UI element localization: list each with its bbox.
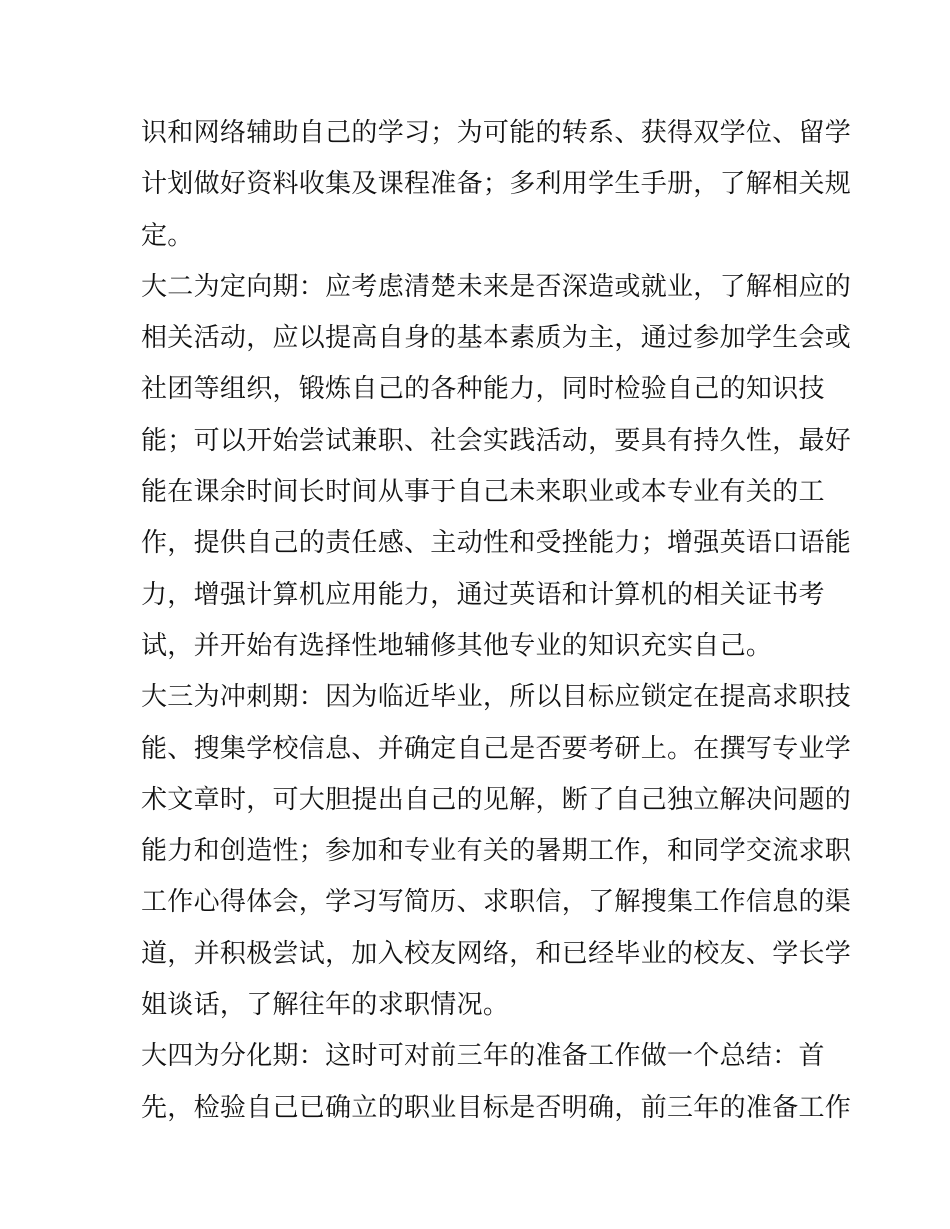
text-line: 工作心得体会，学习写简历、求职信，了解搜集工作信息的渠	[141, 887, 852, 918]
body-text	[141, 108, 852, 1134]
text-line: 作，提供自己的责任感、主动性和受挫能力；增强英语口语能	[141, 528, 852, 559]
text-line: 社团等组织，锻炼自己的各种能力，同时检验自己的知识技	[141, 374, 825, 405]
text-line: 能；可以开始尝试兼职、社会实践活动，要具有持久性，最好	[141, 425, 852, 456]
text-line: 能在课余时间长时间从事于自己未来职业或本专业有关的工	[141, 477, 825, 508]
text-line: 识和网络辅助自己的学习；为可能的转系、获得双学位、留学	[141, 118, 852, 148]
text-line: 道，并积极尝试，加入校友网络，和已经毕业的校友、学长学	[141, 938, 852, 969]
text-line: 定。	[141, 220, 194, 251]
text-line: 力，增强计算机应用能力，通过英语和计算机的相关证书考	[141, 579, 825, 610]
text-line: 先，检验自己已确立的职业目标是否明确，前三年的准备工作	[141, 1092, 852, 1123]
text-line: 相关活动，应以提高自身的基本素质为主，通过参加学生会或	[141, 323, 852, 354]
text-line: 姐谈话，了解往年的求职情况。	[141, 990, 510, 1021]
text-line: 能力和创造性；参加和专业有关的暑期工作，和同学交流求职	[141, 836, 852, 867]
text-line: 大四为分化期：这时可对前三年的准备工作做一个总结：首	[141, 1041, 825, 1072]
text-line: 计划做好资料收集及课程准备；多利用学生手册，了解相关规	[141, 169, 852, 200]
text-line: 大二为定向期：应考虑清楚未来是否深造或就业，了解相应的	[141, 271, 852, 302]
text-line: 能、搜集学校信息、并确定自己是否要考研上。在撰写专业学	[141, 733, 852, 764]
text-line: 大三为冲刺期：因为临近毕业，所以目标应锁定在提高求职技	[141, 682, 852, 713]
text-line: 试，并开始有选择性地辅修其他专业的知识充实自己。	[141, 630, 773, 661]
text-line: 术文章时，可大胆提出自己的见解，断了自己独立解决问题的	[141, 784, 852, 815]
